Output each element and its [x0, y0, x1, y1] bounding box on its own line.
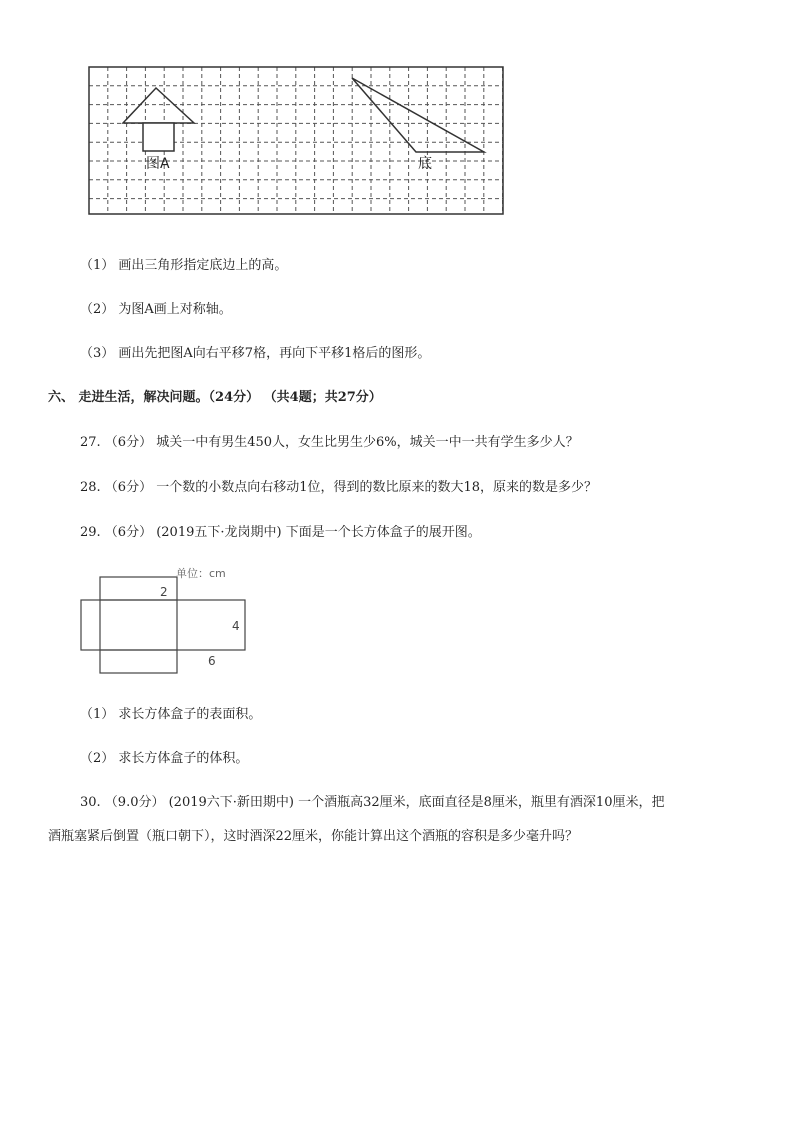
- q29-sub-1: （1） 求长方体盒子的表面积。: [80, 707, 262, 722]
- dim-4-label: 4: [232, 619, 240, 633]
- q-sub-2: （2） 为图A画上对称轴。: [80, 302, 232, 317]
- question-30-line-2: 酒瓶塞紧后倒置（瓶口朝下），这时酒深22厘米，你能计算出这个酒瓶的容积是多少毫升吗？: [48, 829, 579, 844]
- net-middle-strip: [81, 600, 245, 650]
- dim-6-label: 6: [208, 654, 216, 668]
- question-28: 28. （6分） 一个数的小数点向右移动1位，得到的数比原来的数大18，原来的数是多少？: [80, 480, 598, 495]
- question-27: 27. （6分） 城关一中有男生450人，女生比男生少6%，城关一中一共有学生多少人？: [80, 435, 579, 450]
- figure-a-label: 图A: [146, 156, 170, 172]
- q-sub-1: （1） 画出三角形指定底边上的高。: [80, 258, 288, 273]
- question-29: 29. （6分） (2019五下·龙岗期中) 下面是一个长方体盒子的展开图。: [80, 525, 481, 540]
- q29-sub-2: （2） 求长方体盒子的体积。: [80, 751, 249, 766]
- dim-2-label: 2: [160, 585, 168, 599]
- box-net-figure: [78, 562, 278, 682]
- base-label: 底: [418, 156, 432, 172]
- triangle: [352, 78, 484, 152]
- net-bottom-face: [100, 650, 177, 673]
- question-30-line-1: 30. （9.0分） (2019六下·新田期中) 一个酒瓶高32厘米，底面直径是8厘米，瓶里有酒深10厘米，把: [80, 795, 665, 810]
- grid-figure: [88, 66, 504, 215]
- q-sub-3: （3） 画出先把图A向右平移7格，再向下平移1格后的图形。: [80, 346, 431, 361]
- figure-a-body: [143, 123, 174, 151]
- unit-label: 单位：cm: [176, 567, 226, 580]
- section-6-heading: 六、 走进生活，解决问题。（24分） （共4题；共27分）: [48, 390, 382, 405]
